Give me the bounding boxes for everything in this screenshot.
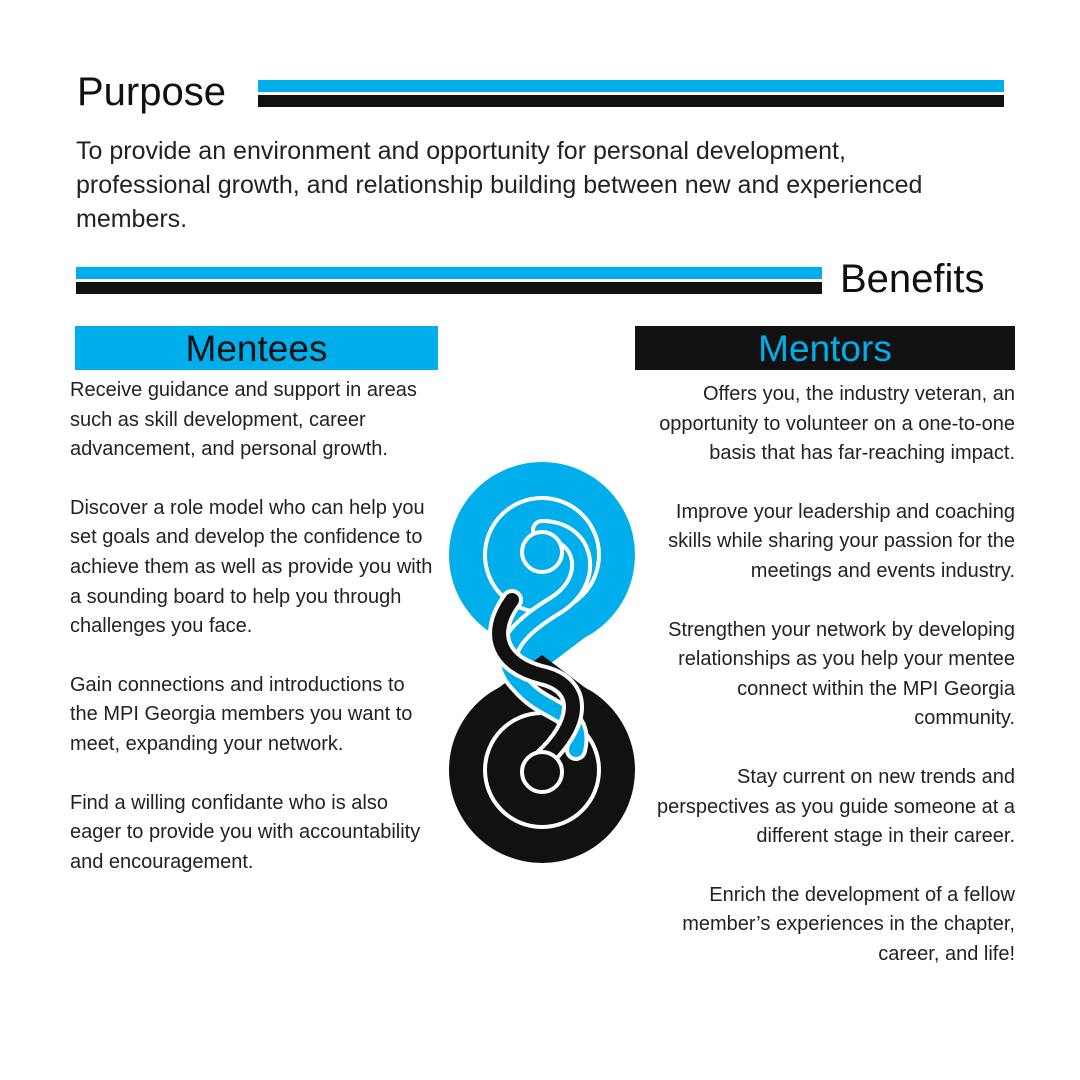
intertwined-loops-logo-icon (446, 460, 638, 865)
purpose-divider-blue (258, 80, 1004, 92)
purpose-heading: Purpose (77, 70, 226, 114)
purpose-divider-black (258, 95, 1004, 107)
mentor-benefit: Offers you, the industry veteran, an opportunity to volunteer on a one-to-one basis that has far-reaching impact. (659, 383, 1015, 465)
mentor-benefit: Improve your leadership and coaching skills while sharing your passion for the meetings and events industry. (668, 500, 1015, 582)
mentee-benefit: Discover a role model who can help you set goals and develop the confidence to achieve them as well as provide you with a sounding board to help you through challenges you face. (70, 496, 433, 638)
mentors-header: Mentors (635, 326, 1015, 370)
benefits-divider-black (76, 282, 822, 294)
mentor-benefit: Stay current on new trends and perspectives as you guide someone at a different stage in their career. (657, 765, 1015, 848)
mentees-header: Mentees (75, 326, 438, 370)
mentors-list (640, 380, 1015, 999)
mentee-benefit: Find a willing confidante who is also eager to provide you with accountability and encouragement. (70, 791, 421, 873)
benefits-divider-blue (76, 267, 822, 279)
mentee-benefit: Gain connections and introductions to the MPI Georgia members you want to meet, expanding your network. (70, 673, 413, 755)
mentor-benefit: Enrich the development of a fellow member’s experiences in the chapter, career, and life! (682, 883, 1015, 965)
benefits-heading: Benefits (840, 257, 985, 301)
mentee-benefit: Receive guidance and support in areas such as skill development, career advancement, and personal growth. (70, 379, 417, 461)
purpose-text: To provide an environment and opportunity for personal development, professional growth, and relationship building between new and experienced members. (76, 137, 923, 233)
mentees-list (70, 376, 438, 906)
mentor-benefit: Strengthen your network by developing relationships as you help your mentee connect within the MPI Georgia community. (668, 618, 1015, 730)
